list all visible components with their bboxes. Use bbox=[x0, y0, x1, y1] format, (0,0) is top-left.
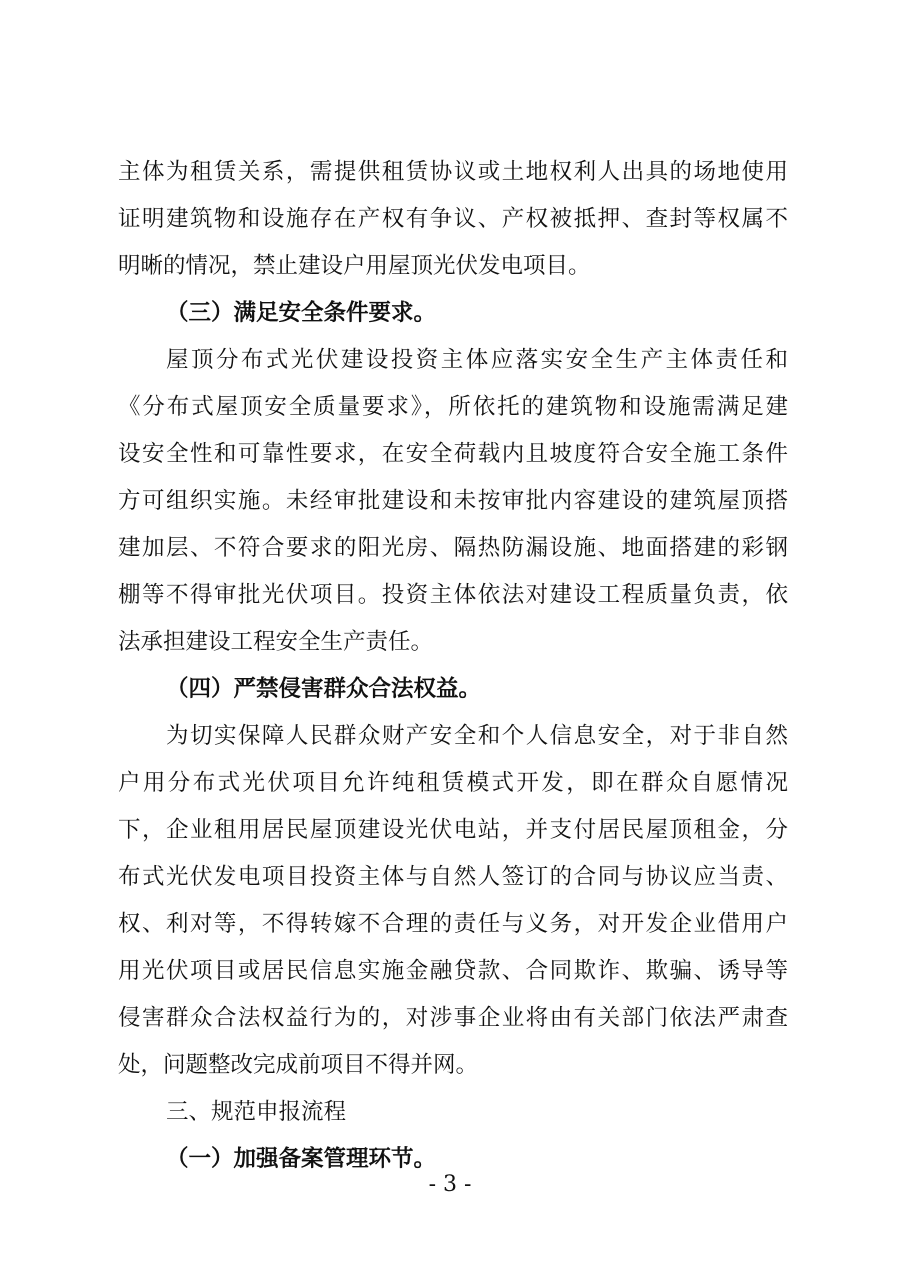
subheading-safety: （三）满足安全条件要求。 bbox=[166, 300, 437, 326]
body-line: 方可组织实施。未经审批建设和未按审批内容建设的建筑屋顶搭 bbox=[118, 488, 788, 514]
body-line: 为切实保障人民群众财产安全和个人信息安全，对于非自然 bbox=[166, 723, 788, 749]
subheading-filing: （一）加强备案管理环节。 bbox=[166, 1146, 437, 1172]
body-line: 权、利对等，不得转嫁不合理的责任与义务，对开发企业借用户 bbox=[118, 911, 788, 937]
body-line: 主体为租赁关系，需提供租赁协议或土地权利人出具的场地使用 bbox=[118, 159, 788, 185]
body-line: 设安全性和可靠性要求，在安全荷载内且坡度符合安全施工条件 bbox=[118, 441, 788, 467]
body-line: 下，企业租用居民屋顶建设光伏电站，并支付居民屋顶租金，分 bbox=[118, 817, 788, 843]
body-line: 《分布式屋顶安全质量要求》，所依托的建筑物和设施需满足建 bbox=[118, 394, 788, 420]
body-line: 布式光伏发电项目投资主体与自然人签订的合同与协议应当责、 bbox=[118, 864, 788, 890]
body-line: 用光伏项目或居民信息实施金融贷款、合同欺诈、欺骗、诱导等 bbox=[118, 958, 788, 984]
body-line: 侵害群众合法权益行为的，对涉事企业将由有关部门依法严肃查 bbox=[118, 1005, 788, 1031]
body-line: 处，问题整改完成前项目不得并网。 bbox=[118, 1052, 479, 1078]
section-heading: 三、规范申报流程 bbox=[166, 1099, 347, 1125]
subheading-rights: （四）严禁侵害群众合法权益。 bbox=[166, 676, 482, 702]
body-line: 建加层、不符合要求的阳光房、隔热防漏设施、地面搭建的彩钢 bbox=[118, 535, 788, 561]
body-line: 明晰的情况，禁止建设户用屋顶光伏发电项目。 bbox=[118, 253, 591, 279]
body-line: 屋顶分布式光伏建设投资主体应落实安全生产主体责任和 bbox=[166, 347, 788, 373]
body-line: 证明建筑物和设施存在产权有争议、产权被抵押、查封等权属不 bbox=[118, 206, 788, 232]
body-line: 棚等不得审批光伏项目。投资主体依法对建设工程质量负责，依 bbox=[118, 582, 788, 608]
body-line: 法承担建设工程安全生产责任。 bbox=[118, 629, 434, 655]
page-number: - 3 - bbox=[428, 1172, 472, 1197]
body-line: 户用分布式光伏项目允许纯租赁模式开发，即在群众自愿情况 bbox=[118, 770, 788, 796]
